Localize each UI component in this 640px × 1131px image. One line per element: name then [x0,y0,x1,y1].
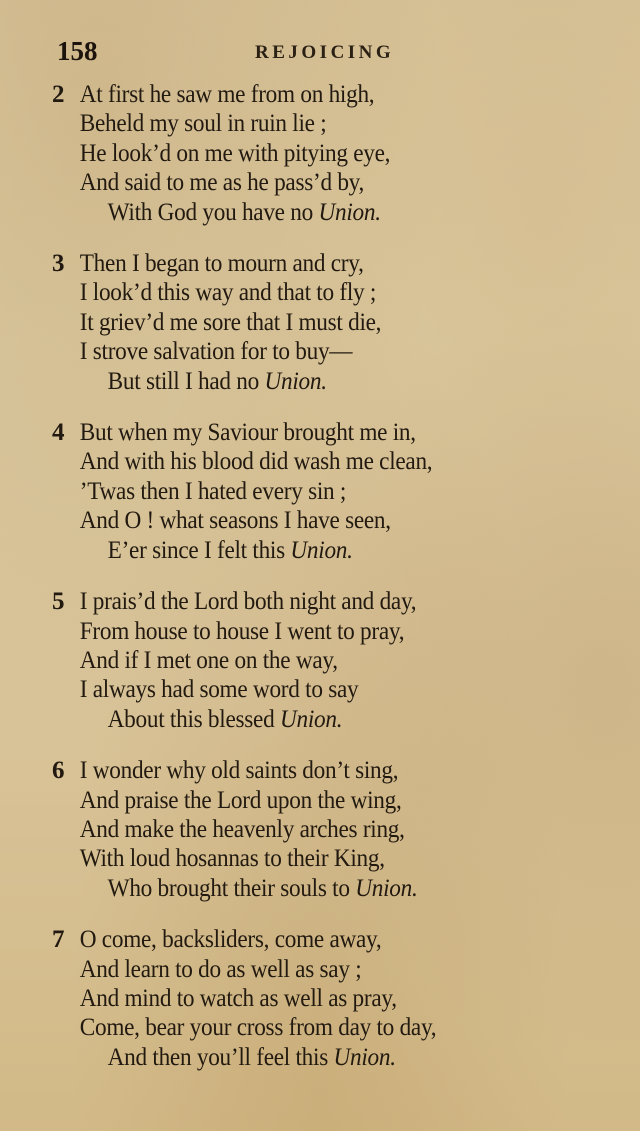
verse-refrain [50,705,571,734]
verse-refrain [50,874,571,903]
verse-line: With loud hosannas to their King, [79,845,385,873]
refrain-italic-word: Union. [264,367,327,395]
verse-line: He look’d on me with pitying eye, [79,139,391,167]
refrain-text: About this blessed [107,705,280,733]
verse-line: And O ! what seasons I have seen, [79,507,391,535]
refrain-italic-word: Union. [355,874,418,902]
verse-number: 4 [52,419,65,447]
verse-line: And with his blood did wash me clean, [79,448,433,476]
verse-refrain [50,367,571,396]
verse-refrain [50,198,571,227]
verse [50,587,610,734]
page-header [57,36,477,76]
page-number: 158 [57,36,98,66]
verse-line: And praise the Lord upon the wing, [79,786,402,814]
refrain-italic-word: Union. [279,705,343,733]
verse-number: 3 [52,250,65,278]
verse-line: From house to house I went to pray, [79,617,405,645]
verse-refrain [50,536,571,565]
verse-line: I wonder why old saints don’t sing, [79,757,399,785]
verse [50,249,610,396]
verse [50,418,610,565]
verse-line: It griev’d me sore that I must die, [79,308,382,336]
refrain-text: But still I had no [107,367,265,395]
verse-line: I prais’d the Lord both night and day, [79,588,417,616]
running-title: REJOICING [255,42,395,63]
verse-line: Beheld my soul in ruin lie ; [79,110,327,138]
verse-line: At first he saw me from on high, [79,81,375,108]
verse-number: 7 [52,926,65,954]
verse-line: I always had some word to say [79,676,359,704]
refrain-text: And then you’ll feel this [107,1043,334,1071]
verse-line: ’Twas then I hated every sin ; [79,477,347,505]
verse-line: I look’d this way and that to fly ; [79,279,377,307]
refrain-italic-word: Union. [318,198,381,226]
verse-number: 6 [52,757,65,785]
verse-line: And mind to watch as well as pray, [79,984,397,1012]
refrain-text: With God you have no [107,198,319,226]
refrain-text: Who brought their souls to [107,874,356,902]
refrain-text: E’er since I felt this [107,536,291,564]
verse-line: I strove salvation for to buy— [79,338,353,366]
verse [50,756,610,903]
verse-line: But when my Saviour brought me in, [79,419,416,447]
verse-refrain [50,1043,571,1072]
refrain-italic-word: Union. [333,1043,396,1071]
verse-line: And said to me as he pass’d by, [79,169,365,197]
verse-line: Come, bear your cross from day to day, [79,1014,437,1042]
refrain-italic-word: Union. [290,536,353,564]
verse-line: And make the heavenly arches ring, [79,815,405,843]
verse-line: And learn to do as well as say ; [79,955,362,983]
hymn-verses [50,80,610,1094]
verse-line: O come, backsliders, come away, [79,926,382,954]
verse-number: 2 [52,81,65,108]
verse-number: 5 [52,588,65,616]
verse-line: Then I began to mourn and cry, [79,250,364,278]
verse [50,925,610,1072]
verse [50,80,610,227]
verse-line: And if I met one on the way, [79,646,338,674]
